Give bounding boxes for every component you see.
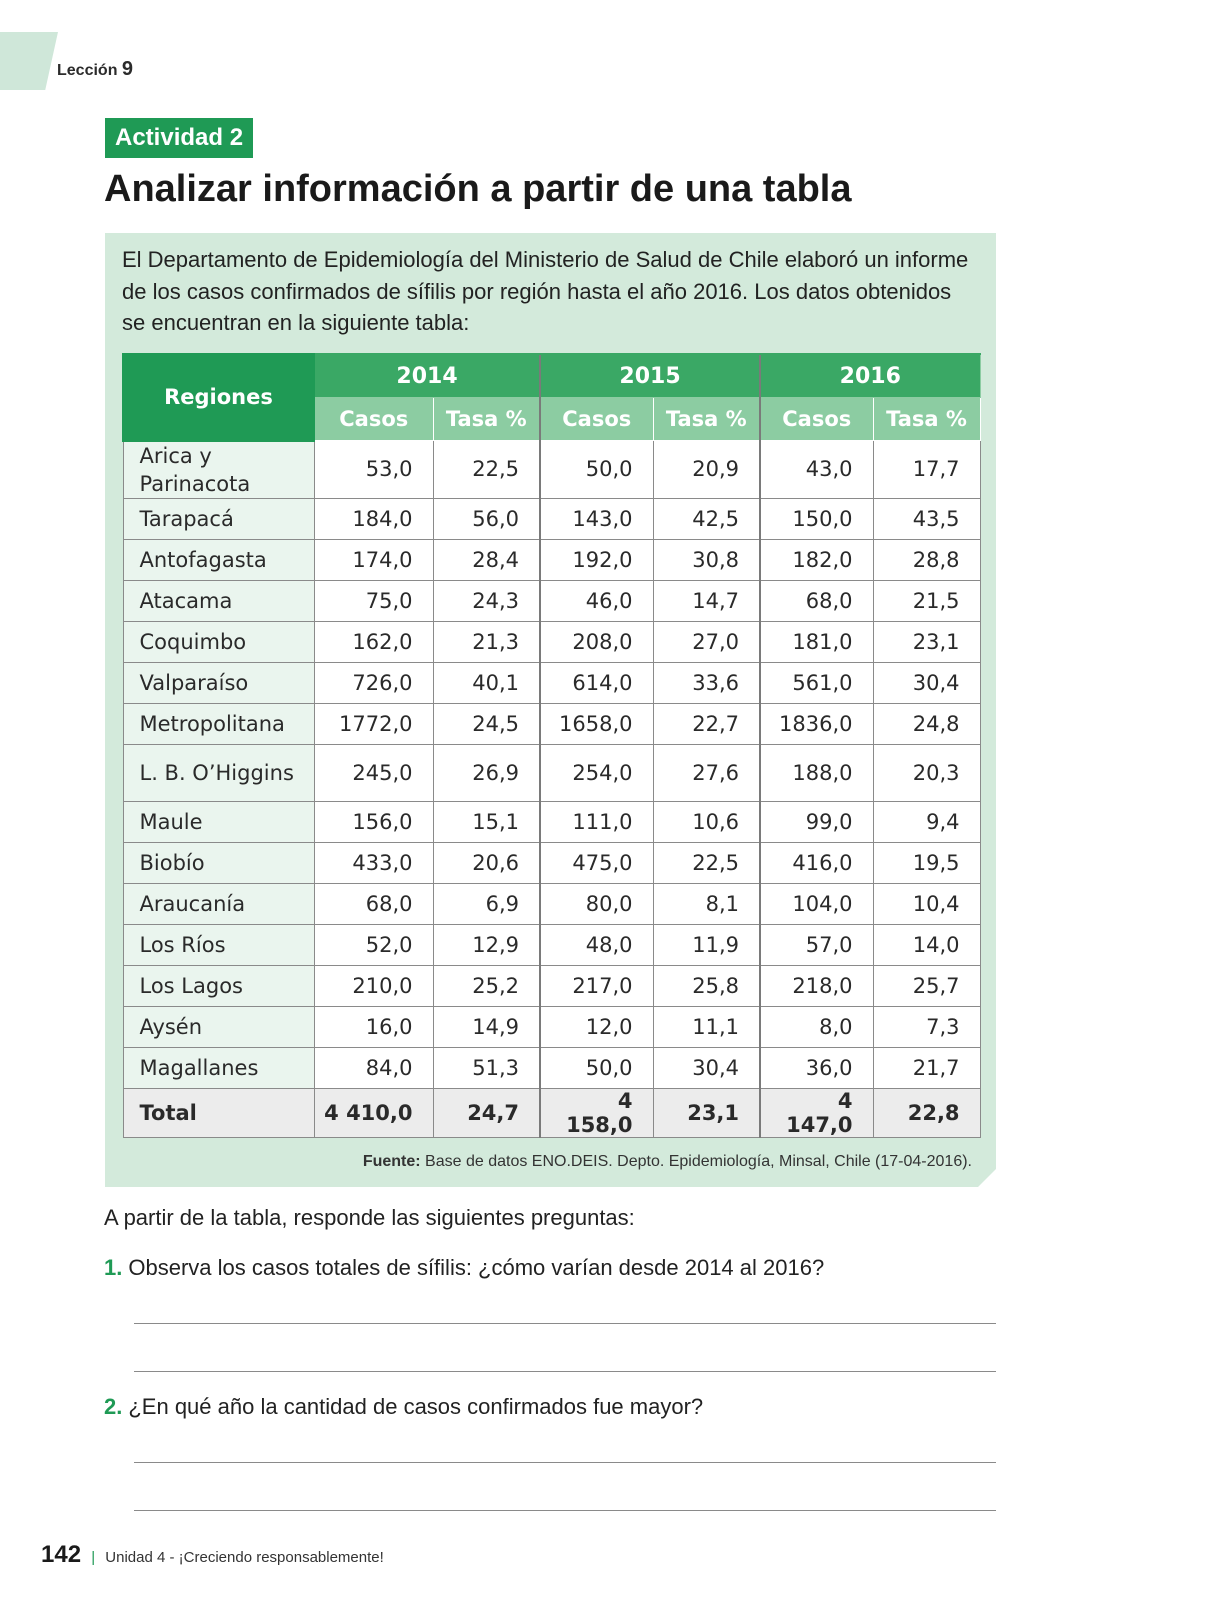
tasa-cell: 8,1 xyxy=(653,883,760,924)
tasa-cell: 9,4 xyxy=(873,801,980,842)
region-cell: Araucanía xyxy=(123,883,314,924)
table-row xyxy=(123,883,980,924)
tasa-cell: 21,3 xyxy=(433,621,540,662)
tasa-cell: 20,9 xyxy=(653,441,760,499)
tasa-cell: 23,1 xyxy=(653,1088,760,1137)
tasa-cell: 27,6 xyxy=(653,744,760,801)
casos-cell: 143,0 xyxy=(540,498,653,539)
casos-cell: 12,0 xyxy=(540,1006,653,1047)
casos-cell: 181,0 xyxy=(760,621,873,662)
table-row xyxy=(123,621,980,662)
casos-cell: 50,0 xyxy=(540,441,653,499)
casos-cell: 182,0 xyxy=(760,539,873,580)
region-cell: Total xyxy=(123,1088,314,1137)
tasa-cell: 11,9 xyxy=(653,924,760,965)
casos-cell: 104,0 xyxy=(760,883,873,924)
tasa-cell: 26,9 xyxy=(433,744,540,801)
tasa-cell: 25,7 xyxy=(873,965,980,1006)
region-cell: Coquimbo xyxy=(123,621,314,662)
region-cell: Valparaíso xyxy=(123,662,314,703)
casos-cell: 210,0 xyxy=(314,965,433,1006)
header-year-2016: 2016 xyxy=(760,354,980,398)
region-cell: Metropolitana xyxy=(123,703,314,744)
intro-text: El Departamento de Epidemiología del Ministerio de Salud de Chile elaboró un informe de los casos confirmados de sífilis por región hasta el año 2016. Los datos obtenidos se encuentran en la siguiente tabla: xyxy=(122,247,969,335)
casos-cell: 50,0 xyxy=(540,1047,653,1088)
tasa-cell: 22,5 xyxy=(653,842,760,883)
header-year-2015: 2015 xyxy=(540,354,760,398)
casos-cell: 254,0 xyxy=(540,744,653,801)
region-cell: L. B. O’Higgins xyxy=(123,744,314,801)
casos-cell: 36,0 xyxy=(760,1047,873,1088)
casos-cell: 8,0 xyxy=(760,1006,873,1047)
region-cell: Aysén xyxy=(123,1006,314,1047)
casos-cell: 192,0 xyxy=(540,539,653,580)
casos-cell: 68,0 xyxy=(314,883,433,924)
source-label: Fuente: xyxy=(362,1153,421,1170)
table-row xyxy=(123,801,980,842)
activity-title: Analizar información a partir de una tabla xyxy=(104,168,852,210)
table-row xyxy=(123,703,980,744)
tasa-cell: 22,5 xyxy=(433,441,540,499)
region-cell: Los Ríos xyxy=(123,924,314,965)
casos-cell: 84,0 xyxy=(314,1047,433,1088)
region-cell: Los Lagos xyxy=(123,965,314,1006)
casos-cell: 188,0 xyxy=(760,744,873,801)
casos-cell: 561,0 xyxy=(760,662,873,703)
region-cell: Magallanes xyxy=(123,1047,314,1088)
region-cell: Arica y Parinacota xyxy=(123,441,314,499)
lesson-label-text: Lección xyxy=(57,62,118,79)
tasa-cell: 42,5 xyxy=(653,498,760,539)
casos-cell: 4 410,0 xyxy=(314,1088,433,1137)
tasa-cell: 21,7 xyxy=(873,1047,980,1088)
tasa-cell: 43,5 xyxy=(873,498,980,539)
table-row xyxy=(123,580,980,621)
casos-cell: 433,0 xyxy=(314,842,433,883)
tasa-cell: 24,5 xyxy=(433,703,540,744)
casos-cell: 99,0 xyxy=(760,801,873,842)
casos-cell: 4 147,0 xyxy=(760,1088,873,1137)
syphilis-table xyxy=(122,353,981,1138)
casos-cell: 174,0 xyxy=(314,539,433,580)
tasa-cell: 24,8 xyxy=(873,703,980,744)
casos-cell: 46,0 xyxy=(540,580,653,621)
casos-cell: 52,0 xyxy=(314,924,433,965)
header-regions: Regiones xyxy=(123,354,314,441)
tasa-cell: 27,0 xyxy=(653,621,760,662)
table-row xyxy=(123,498,980,539)
tasa-cell: 33,6 xyxy=(653,662,760,703)
table-row xyxy=(123,924,980,965)
tasa-cell: 15,1 xyxy=(433,801,540,842)
tasa-cell: 22,8 xyxy=(873,1088,980,1137)
casos-cell: 156,0 xyxy=(314,801,433,842)
tasa-cell: 30,8 xyxy=(653,539,760,580)
header-casos: Casos xyxy=(760,398,873,441)
tasa-cell: 25,8 xyxy=(653,965,760,1006)
table-row xyxy=(123,842,980,883)
casos-cell: 162,0 xyxy=(314,621,433,662)
tasa-cell: 6,9 xyxy=(433,883,540,924)
header-casos: Casos xyxy=(314,398,433,441)
source-note xyxy=(363,1153,972,1171)
answer-line[interactable] xyxy=(134,1371,996,1372)
tasa-cell: 19,5 xyxy=(873,842,980,883)
tasa-cell: 20,6 xyxy=(433,842,540,883)
table-row xyxy=(123,662,980,703)
tasa-cell: 24,7 xyxy=(433,1088,540,1137)
page-number: 142 xyxy=(41,1541,82,1568)
casos-cell: 150,0 xyxy=(760,498,873,539)
footer-separator: | xyxy=(91,1549,96,1566)
questions-prompt: A partir de la tabla, responde las siguientes preguntas: xyxy=(104,1205,635,1230)
tasa-cell: 14,7 xyxy=(653,580,760,621)
casos-cell: 1658,0 xyxy=(540,703,653,744)
casos-cell: 614,0 xyxy=(540,662,653,703)
tasa-cell: 12,9 xyxy=(433,924,540,965)
header-tasa: Tasa % xyxy=(653,398,760,441)
question-number: 2. xyxy=(104,1394,123,1419)
tasa-cell: 25,2 xyxy=(433,965,540,1006)
question-1 xyxy=(104,1255,824,1281)
tasa-cell: 28,4 xyxy=(433,539,540,580)
tasa-cell: 23,1 xyxy=(873,621,980,662)
casos-cell: 1836,0 xyxy=(760,703,873,744)
tasa-cell: 17,7 xyxy=(873,441,980,499)
question-2 xyxy=(104,1394,703,1420)
casos-cell: 208,0 xyxy=(540,621,653,662)
region-cell: Biobío xyxy=(123,842,314,883)
tasa-cell: 10,6 xyxy=(653,801,760,842)
lesson-number: 9 xyxy=(121,58,134,80)
tasa-cell: 10,4 xyxy=(873,883,980,924)
tasa-cell: 20,3 xyxy=(873,744,980,801)
table-row xyxy=(123,1006,980,1047)
answer-line[interactable] xyxy=(134,1462,996,1463)
casos-cell: 245,0 xyxy=(314,744,433,801)
casos-cell: 218,0 xyxy=(760,965,873,1006)
question-number: 1. xyxy=(104,1255,123,1280)
region-cell: Tarapacá xyxy=(123,498,314,539)
page-footer xyxy=(41,1541,384,1569)
casos-cell: 48,0 xyxy=(540,924,653,965)
casos-cell: 68,0 xyxy=(760,580,873,621)
tasa-cell: 14,9 xyxy=(433,1006,540,1047)
casos-cell: 416,0 xyxy=(760,842,873,883)
header-year-2014: 2014 xyxy=(314,354,540,398)
casos-cell: 80,0 xyxy=(540,883,653,924)
header-tasa: Tasa % xyxy=(873,398,980,441)
region-cell: Maule xyxy=(123,801,314,842)
lesson-tab-decoration xyxy=(0,32,58,90)
casos-cell: 726,0 xyxy=(314,662,433,703)
region-cell: Antofagasta xyxy=(123,539,314,580)
tasa-cell: 7,3 xyxy=(873,1006,980,1047)
tasa-cell: 51,3 xyxy=(433,1047,540,1088)
activity-badge: Actividad 2 xyxy=(105,118,253,158)
tasa-cell: 30,4 xyxy=(653,1047,760,1088)
tasa-cell: 24,3 xyxy=(433,580,540,621)
casos-cell: 16,0 xyxy=(314,1006,433,1047)
casos-cell: 53,0 xyxy=(314,441,433,499)
casos-cell: 57,0 xyxy=(760,924,873,965)
tasa-cell: 14,0 xyxy=(873,924,980,965)
table-row xyxy=(123,441,980,499)
source-text: Base de datos ENO.DEIS. Depto. Epidemiología, Minsal, Chile (17-04-2016). xyxy=(425,1153,972,1170)
casos-cell: 4 158,0 xyxy=(540,1088,653,1137)
tasa-cell: 56,0 xyxy=(433,498,540,539)
table-row xyxy=(123,965,980,1006)
question-text: Observa los casos totales de sífilis: ¿cómo varían desde 2014 al 2016? xyxy=(128,1255,825,1280)
header-tasa: Tasa % xyxy=(433,398,540,441)
tasa-cell: 40,1 xyxy=(433,662,540,703)
casos-cell: 1772,0 xyxy=(314,703,433,744)
casos-cell: 184,0 xyxy=(314,498,433,539)
casos-cell: 217,0 xyxy=(540,965,653,1006)
header-casos: Casos xyxy=(540,398,653,441)
tasa-cell: 30,4 xyxy=(873,662,980,703)
table-row xyxy=(123,539,980,580)
table-row xyxy=(123,744,980,801)
unit-title: Unidad 4 - ¡Creciendo responsablemente! xyxy=(105,1549,384,1566)
casos-cell: 111,0 xyxy=(540,801,653,842)
tasa-cell: 28,8 xyxy=(873,539,980,580)
casos-cell: 475,0 xyxy=(540,842,653,883)
casos-cell: 75,0 xyxy=(314,580,433,621)
tasa-cell: 11,1 xyxy=(653,1006,760,1047)
total-row xyxy=(123,1088,980,1137)
casos-cell: 43,0 xyxy=(760,441,873,499)
tasa-cell: 21,5 xyxy=(873,580,980,621)
answer-line[interactable] xyxy=(134,1323,996,1324)
answer-line[interactable] xyxy=(134,1510,996,1511)
region-cell: Atacama xyxy=(123,580,314,621)
table-row xyxy=(123,1047,980,1088)
tasa-cell: 22,7 xyxy=(653,703,760,744)
lesson-label xyxy=(57,58,133,81)
question-text: ¿En qué año la cantidad de casos confirmados fue mayor? xyxy=(128,1394,704,1419)
